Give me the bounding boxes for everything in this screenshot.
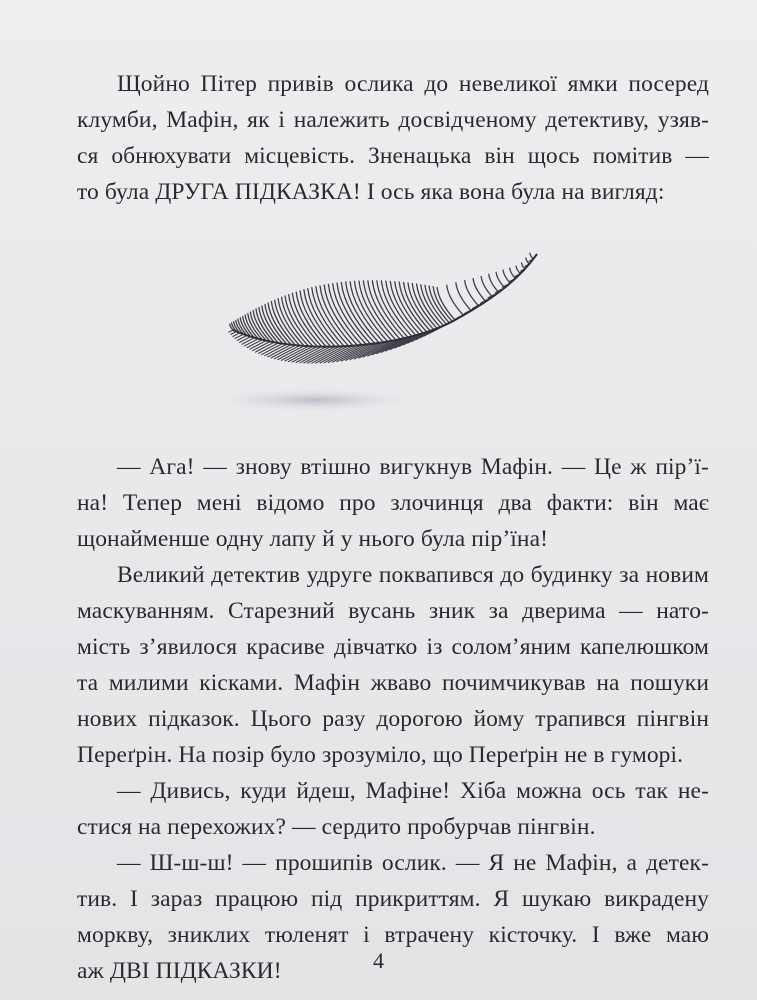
text-line: клумби, Мафін, як і належить досвідченому детективу, узяв- (77, 107, 709, 133)
text-line: мість з’явилося красиве дівчатко із солом’яним капелюшком (77, 634, 709, 660)
text-line: тив. І зараз працюю під прикриттям. Я шукаю викрадену (77, 886, 709, 912)
feather-icon (205, 238, 550, 423)
text-line: Великий детектив удруге поквапився до будинку за новим (117, 562, 709, 588)
text-line: — Ш-ш-ш! — прошипів ослик. — Я не Мафін, а детек- (117, 850, 709, 876)
text-line: Щойно Пітер привів ослика до невеликої ямки посеред (117, 71, 709, 97)
text-line: щонайменше одну лапу й у нього була пір’їна! (77, 526, 549, 552)
text-line: на! Тепер мені відомо про злочинця два факти: він має (77, 490, 709, 516)
text-line: стися на перехожих? — сердито пробурчав пінгвін. (77, 814, 596, 840)
text-line: моркву, зниклих тюленят і втрачену кісточку. І вже маю (77, 922, 709, 948)
text-line: Переґрін. На позір було зрозуміло, що Переґрін не в гуморі. (77, 742, 684, 768)
text-line: то була ДРУГА ПІДКАЗКА! І ось яка вона була на вигляд: (77, 179, 665, 205)
text-line: та милими кісками. Мафін жваво почимчикував на пошуки (77, 670, 709, 696)
text-line: — Ага! — знову втішно вигукнув Мафін. — Це ж пір’ї- (117, 454, 709, 480)
paragraph-dialogue (77, 449, 709, 989)
paragraph-intro (77, 66, 709, 210)
text-line: маскуванням. Старезний вусань зник за дверима — натo- (77, 598, 709, 624)
page-number: 4 (373, 948, 384, 973)
text-line: ся обнюхувати місцевість. Зненацька він щось помітив — (77, 143, 709, 169)
text-line: — Дивись, куди йдеш, Мафіне! Хіба можна ось так не- (117, 778, 709, 804)
text-line: нових підказок. Цього разу дорогою йому трапився пінгвін (77, 706, 709, 732)
text-line: аж ДВІ ПІДКАЗКИ! (77, 958, 282, 984)
